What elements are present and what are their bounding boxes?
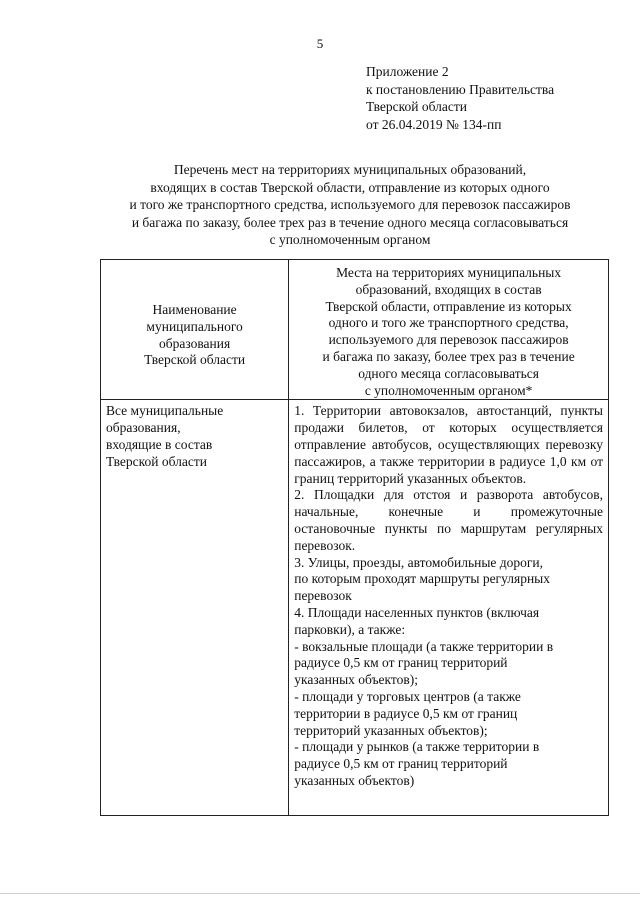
- header-left-line: Наименование: [152, 302, 237, 318]
- list-item-3-line: перевозок: [294, 588, 352, 604]
- list-item-4-line: радиусе 0,5 км от границ территорий: [294, 655, 508, 671]
- list-item-4-line: территорий указанных объектов);: [294, 722, 488, 738]
- list-item-4-line: - площади у рынков (а также территории в: [294, 739, 540, 755]
- list-item-4-line: указанных объектов);: [294, 672, 419, 688]
- appendix-line: к постановлению Правительства: [366, 81, 555, 97]
- appendix-line: Приложение 2: [366, 64, 449, 79]
- list-item-1: 1. Территории автовокзалов, автостанций, пункты продажи билетов, от которых осуществляется отправление автобусов, осуществляющих перевозку пассажиров, а также территории в радиусе 1,0 км от границ территорий указанных объектов.: [294, 403, 603, 486]
- header-cell-municipality: [101, 260, 289, 400]
- appendix-block: [366, 63, 554, 133]
- header-right-line: Места на территориях муниципальных: [336, 265, 562, 280]
- list-item-2: 2. Площадки для отстоя и разворота автобусов, начальные, конечные и промежуточные остановочные пункты по маршрутам регулярных перевозок.: [294, 487, 603, 553]
- heading-line: Перечень мест на территориях муниципальных образований,: [173, 162, 527, 177]
- header-right-line: с уполномоченным органом*: [364, 382, 533, 398]
- list-item-4-line: - площади у торговых центров (а также: [294, 688, 521, 704]
- list-item-3-line: по которым проходят маршруты регулярных: [294, 571, 550, 587]
- heading-line: с уполномоченным органом: [269, 232, 431, 247]
- header-right-line: и багажа по заказу, более трех раз в течение: [322, 348, 575, 364]
- list-item-4-line: указанных объектов): [294, 772, 415, 788]
- list-item-4-line: - вокзальные площади (а также территории в: [294, 638, 554, 654]
- heading-line: входящих в состав Тверской области, отправление из которых одного: [150, 179, 550, 195]
- places-table: [100, 259, 609, 816]
- table-row: [101, 400, 609, 815]
- cell-municipality: [101, 400, 289, 815]
- header-left-line: образования: [159, 335, 231, 351]
- heading-line: и того же транспортного средства, используемого для перевозок пассажиров: [129, 197, 571, 212]
- table-header-row: [101, 260, 609, 400]
- list-item-4-line: территории в радиусе 0,5 км от границ: [294, 705, 518, 721]
- header-cell-places: [289, 260, 609, 400]
- list-item-4-line: парковки), а также:: [294, 621, 406, 637]
- row-left-line: Все муниципальные: [106, 403, 224, 419]
- list-item-3: [294, 555, 603, 605]
- header-right-line: одного и того же транспортного средства,: [328, 315, 569, 331]
- heading-line: и багажа по заказу, более трех раз в течение одного месяца согласовываться: [131, 214, 569, 230]
- header-right-line: используемого для перевозок пассажиров: [328, 332, 569, 348]
- cell-places-list: [289, 400, 609, 815]
- appendix-line: Тверской области: [366, 99, 467, 114]
- header-left-line: Тверской области: [144, 352, 246, 368]
- list-item-4-line: 4. Площади населенных пунктов (включая: [294, 604, 540, 620]
- appendix-line: от 26.04.2019 № 134-пп: [366, 116, 502, 132]
- header-left-line: муниципального: [146, 318, 243, 334]
- list-item-4: [294, 605, 603, 790]
- row-left-line: входящие в состав: [106, 436, 213, 452]
- list-item-4-line: радиусе 0,5 км от границ территорий: [294, 756, 508, 772]
- header-right-line: Тверской области, отправление из которых: [325, 298, 572, 314]
- page-bottom-divider: [0, 893, 640, 894]
- row-left-line: Тверской области: [106, 453, 207, 469]
- header-right-line: образований, входящих в состав: [355, 281, 542, 297]
- page-number: 5: [316, 36, 324, 51]
- list-item-3-line: 3. Улицы, проезды, автомобильные дороги,: [294, 554, 544, 570]
- document-heading: [90, 161, 610, 249]
- row-left-line: образования,: [106, 420, 181, 436]
- header-right-line: одного месяца согласовываться: [358, 365, 540, 381]
